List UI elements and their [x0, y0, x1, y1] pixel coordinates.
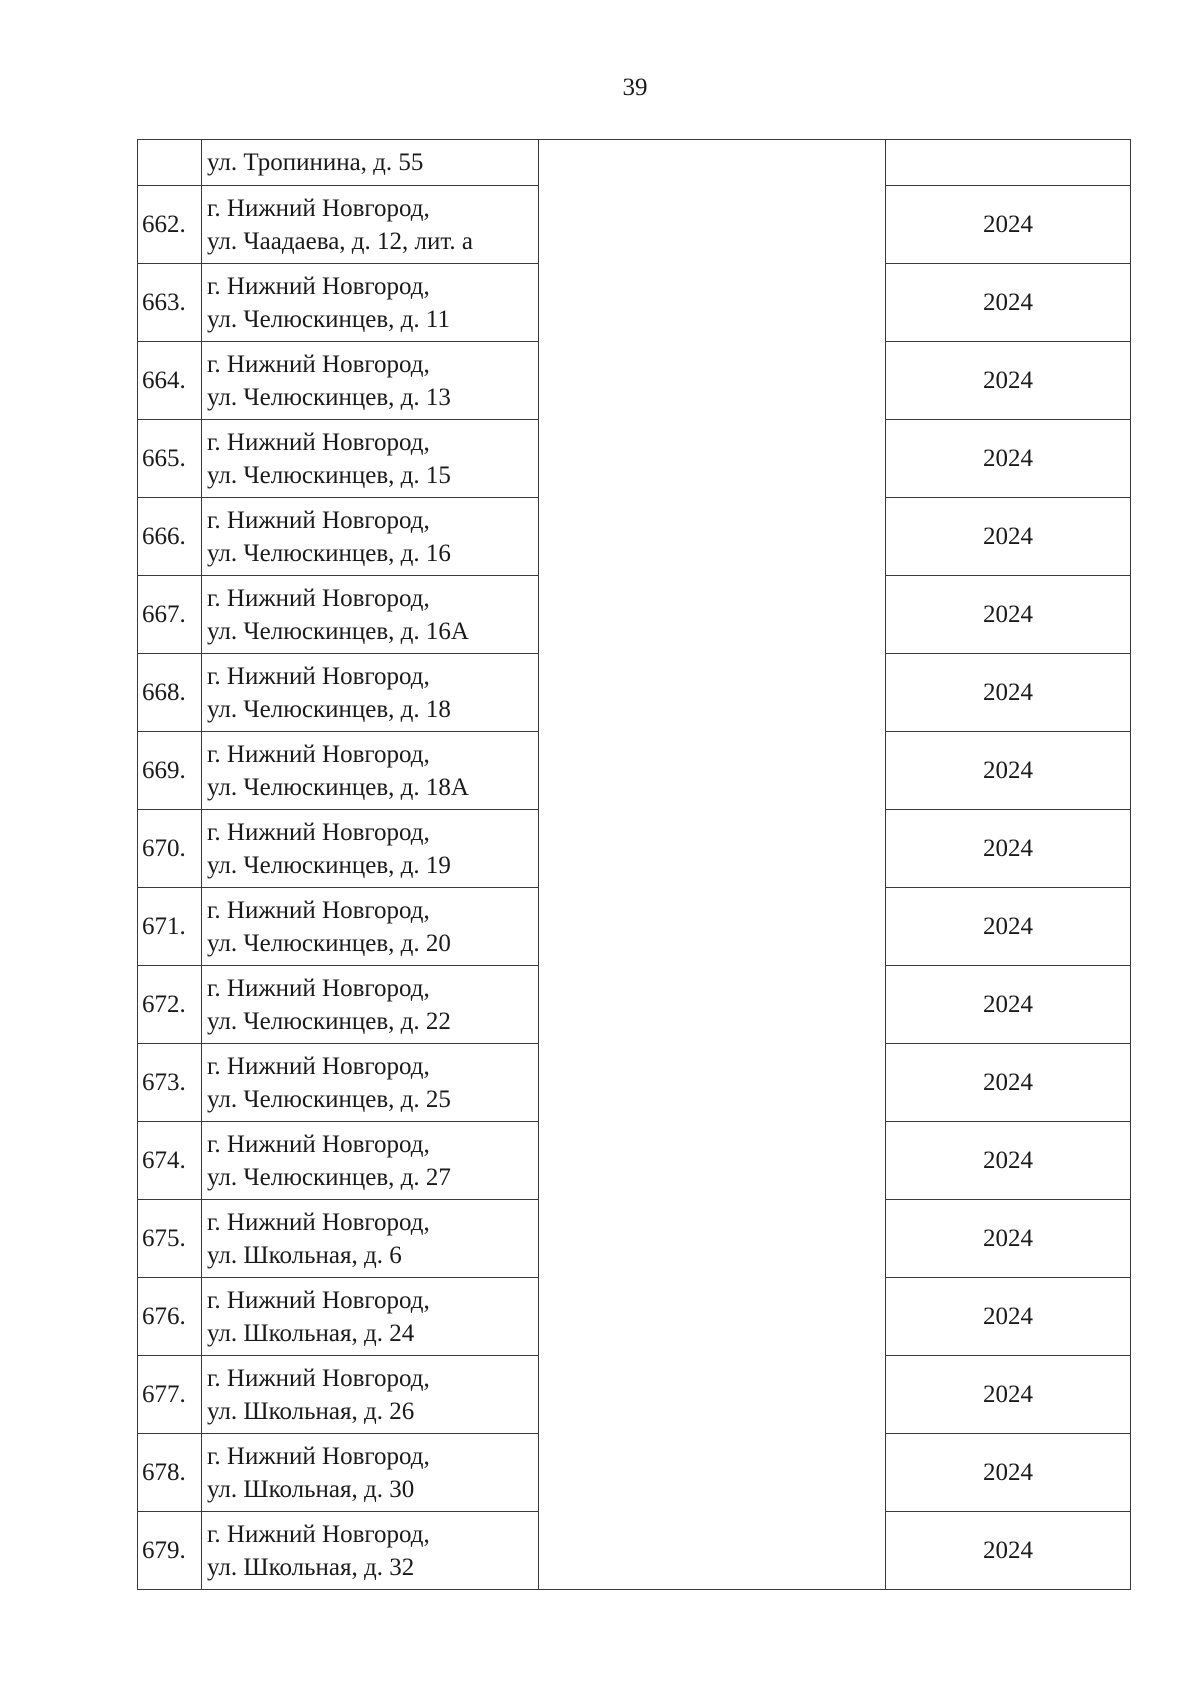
table-row-continued [138, 140, 1131, 186]
address-cell [202, 420, 539, 498]
address-cell [202, 264, 539, 342]
address-cell [202, 1044, 539, 1122]
address-cell [202, 498, 539, 576]
address-cell [202, 1278, 539, 1356]
row-number-cell: 667. [138, 576, 202, 654]
address-city: г. Нижний Новгород, [207, 1520, 430, 1548]
address-street: ул. Челюскинцев, д. 20 [207, 929, 451, 957]
address-street: ул. Тропинина, д. 55 [207, 149, 424, 176]
year-cell: 2024 [886, 420, 1131, 498]
address-city: г. Нижний Новгород, [207, 1364, 430, 1392]
address-city: г. Нижний Новгород, [207, 740, 430, 768]
row-number-cell: 668. [138, 654, 202, 732]
address-street: ул. Школьная, д. 26 [207, 1397, 415, 1425]
row-number-cell: 674. [138, 1122, 202, 1200]
address-city: г. Нижний Новгород, [207, 662, 430, 690]
address-city: г. Нижний Новгород, [207, 272, 430, 300]
year-cell: 2024 [886, 498, 1131, 576]
year-cell: 2024 [886, 732, 1131, 810]
year-cell: 2024 [886, 264, 1131, 342]
address-cell [202, 1512, 539, 1590]
address-city: г. Нижний Новгород, [207, 896, 430, 924]
address-street: ул. Челюскинцев, д. 16 [207, 539, 451, 567]
address-cell [202, 888, 539, 966]
address-cell [202, 1200, 539, 1278]
year-cell: 2024 [886, 1200, 1131, 1278]
table-body [138, 140, 1131, 1590]
row-number-cell: 669. [138, 732, 202, 810]
page-number: 39 [622, 74, 648, 101]
row-number-cell: 670. [138, 810, 202, 888]
year-cell: 2024 [886, 966, 1131, 1044]
year-cell: 2024 [886, 1278, 1131, 1356]
row-number-cell: 678. [138, 1434, 202, 1512]
row-number-cell: 663. [138, 264, 202, 342]
row-number-cell: 679. [138, 1512, 202, 1590]
address-cell [202, 654, 539, 732]
year-cell: 2024 [886, 1434, 1131, 1512]
row-number-cell: 671. [138, 888, 202, 966]
year-cell: 2024 [886, 1122, 1131, 1200]
address-city: г. Нижний Новгород, [207, 1052, 430, 1080]
year-cell: 2024 [886, 654, 1131, 732]
address-cell [202, 1356, 539, 1434]
address-cell [202, 186, 539, 264]
year-cell: 2024 [886, 810, 1131, 888]
address-street: ул. Челюскинцев, д. 18 [207, 695, 451, 723]
row-number-cell: 677. [138, 1356, 202, 1434]
row-number-cell: 666. [138, 498, 202, 576]
address-city: г. Нижний Новгород, [207, 350, 430, 378]
address-street: ул. Челюскинцев, д. 15 [207, 461, 451, 489]
address-street: ул. Челюскинцев, д. 27 [207, 1163, 451, 1191]
year-cell: 2024 [886, 1356, 1131, 1434]
address-city: г. Нижний Новгород, [207, 1208, 430, 1236]
address-street: ул. Челюскинцев, д. 19 [207, 851, 451, 879]
address-street: ул. Челюскинцев, д. 16А [207, 617, 469, 645]
address-table [137, 139, 1131, 1590]
year-cell: 2024 [886, 186, 1131, 264]
address-city: г. Нижний Новгород, [207, 974, 430, 1002]
address-city: г. Нижний Новгород, [207, 818, 430, 846]
address-street: ул. Челюскинцев, д. 22 [207, 1007, 451, 1035]
address-city: г. Нижний Новгород, [207, 506, 430, 534]
address-cell [202, 810, 539, 888]
address-street: ул. Школьная, д. 32 [207, 1553, 415, 1581]
row-number-cell: 665. [138, 420, 202, 498]
year-cell: 2024 [886, 342, 1131, 420]
address-city: г. Нижний Новгород, [207, 428, 430, 456]
address-cell [202, 342, 539, 420]
address-cell [202, 966, 539, 1044]
address-street: ул. Чаадаева, д. 12, лит. а [207, 227, 474, 255]
address-street: ул. Челюскинцев, д. 11 [207, 305, 450, 333]
address-city: г. Нижний Новгород, [207, 1286, 430, 1314]
address-street: ул. Школьная, д. 30 [207, 1475, 415, 1503]
year-cell: 2024 [886, 888, 1131, 966]
row-number-cell: 664. [138, 342, 202, 420]
address-city: г. Нижний Новгород, [207, 584, 430, 612]
address-cell [202, 576, 539, 654]
address-city: г. Нижний Новгород, [207, 194, 430, 222]
year-cell: 2024 [886, 576, 1131, 654]
merged-empty-cell [539, 140, 886, 1590]
row-number-cell [138, 140, 202, 186]
row-number-cell: 673. [138, 1044, 202, 1122]
row-number-cell: 676. [138, 1278, 202, 1356]
year-cell: 2024 [886, 1044, 1131, 1122]
row-number-cell: 675. [138, 1200, 202, 1278]
address-cell [202, 1434, 539, 1512]
year-cell [886, 140, 1131, 186]
address-city: г. Нижний Новгород, [207, 1130, 430, 1158]
row-number-cell: 672. [138, 966, 202, 1044]
address-cell [202, 732, 539, 810]
address-street: ул. Челюскинцев, д. 25 [207, 1085, 451, 1113]
address-cell [202, 1122, 539, 1200]
address-street: ул. Челюскинцев, д. 13 [207, 383, 451, 411]
row-number-cell: 662. [138, 186, 202, 264]
address-street: ул. Школьная, д. 6 [207, 1241, 402, 1269]
year-cell: 2024 [886, 1512, 1131, 1590]
address-cell [202, 140, 539, 186]
address-street: ул. Челюскинцев, д. 18А [207, 773, 469, 801]
address-city: г. Нижний Новгород, [207, 1442, 430, 1470]
address-street: ул. Школьная, д. 24 [207, 1319, 415, 1347]
